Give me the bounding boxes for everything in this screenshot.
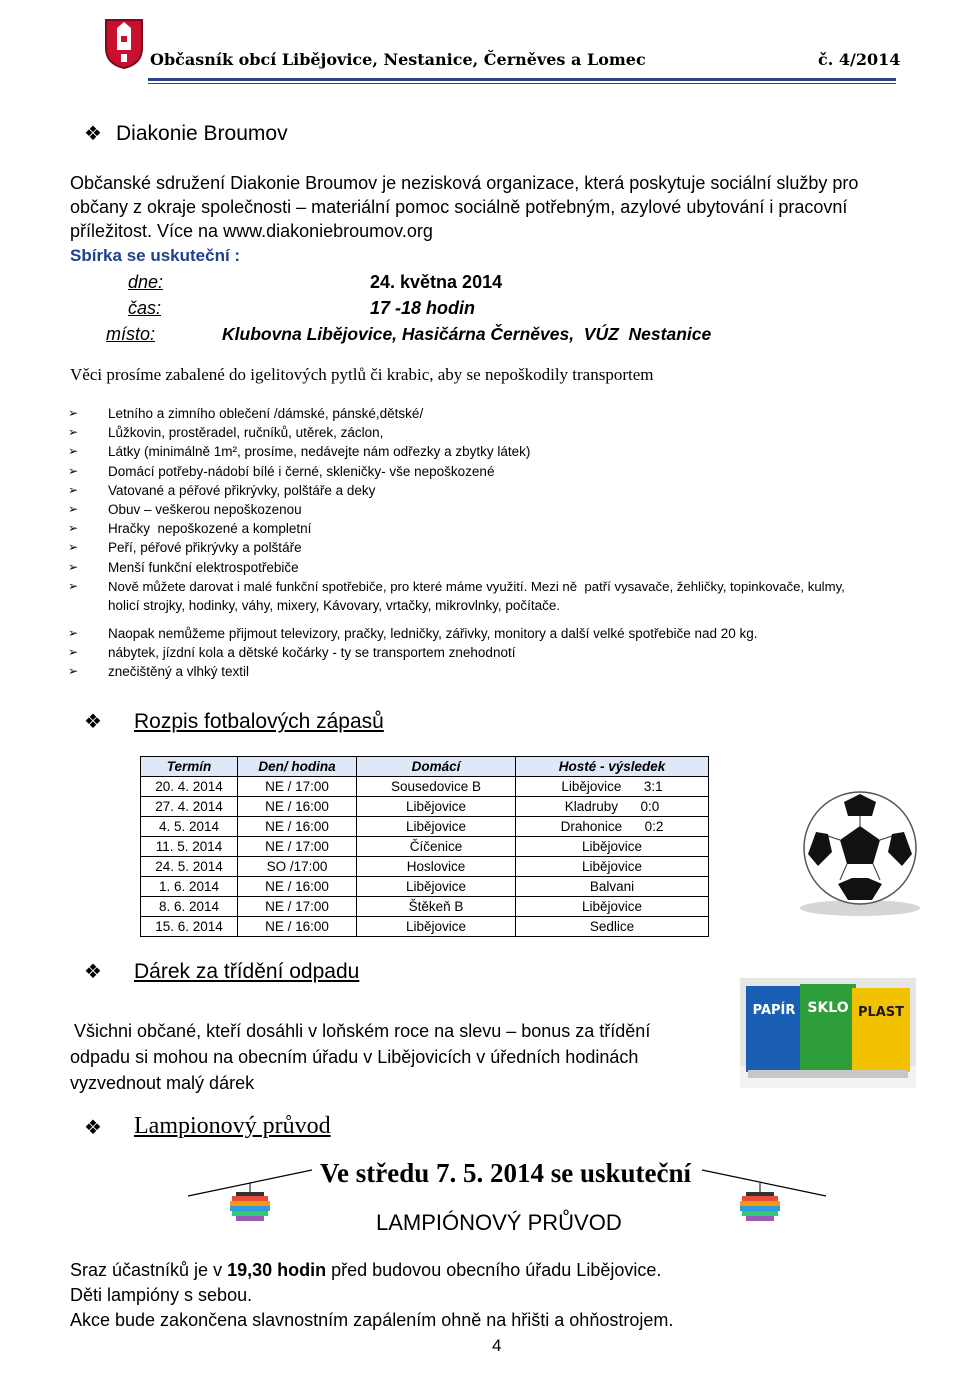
header-rule-thin (148, 83, 896, 84)
issue-number: č. 4/2014 (818, 50, 901, 69)
diamond-bullet-icon: ❖ (84, 123, 102, 145)
column-header: Den/ hodina (238, 757, 357, 777)
recycling-bags-icon (740, 978, 916, 1088)
arrow-bullet-icon: ➢ (68, 559, 79, 574)
arrow-bullet-icon: ➢ (68, 501, 79, 516)
diakonie-website-link[interactable]: www.diakoniebroumov.org (223, 221, 433, 241)
diakonie-paragraph (70, 171, 930, 243)
crest-icon (104, 18, 144, 70)
column-header: Termín (141, 757, 238, 777)
arrow-bullet-icon: ➢ (68, 444, 79, 459)
diamond-bullet-icon: ❖ (84, 961, 102, 983)
list-item: ➢ Nově můžete darovat i malé funkční spotřebiče, pro které máme využití. Mezi ně patří vysavače, žehličky, topinkovače, kulmy, (68, 578, 845, 594)
list-item: ➢ Hračky nepoškozené a kompletní (68, 521, 312, 537)
bag-label-glass: SKLO (807, 1000, 849, 1016)
table-row: 20. 4. 2014 NE / 17:00 Sousedovice B Libějovice 3:1 (141, 777, 709, 797)
arrow-bullet-icon: ➢ (68, 482, 79, 497)
list-item-continuation: holicí strojky, hodinky, váhy, mixery, Kávovary, vrtačky, mikrovlnky, počítače. (108, 597, 561, 613)
date-label: dne: (128, 272, 164, 292)
list-item: ➢ Vatované a péřové přikrývky, polštáře a deky (68, 482, 376, 498)
football-title: Rozpis fotbalových zápasů (134, 710, 384, 733)
list-item: ➢ Obuv – veškerou nepoškozenou (68, 501, 302, 517)
place-label: místo: (106, 324, 156, 344)
list-item: ➢ Domácí potřeby-nádobí bílé i černé, skleničky- vše nepoškozené (68, 463, 495, 479)
table-row: 8. 6. 2014 NE / 17:00 Štěkeň B Libějovice (141, 897, 709, 917)
kids-line: Děti lampióny s sebou. (70, 1285, 253, 1305)
bag-label-paper: PAPÍR (752, 1003, 796, 1018)
diakonie-title: Diakonie Broumov (116, 122, 288, 145)
gift-line-3: vyzvednout malý dárek (70, 1073, 255, 1093)
meet-time: 19,30 hodin (227, 1260, 327, 1280)
bag-label-plastic: PLAST (857, 1005, 905, 1020)
arrow-bullet-icon: ➢ (68, 540, 79, 555)
list-item: ➢ nábytek, jízdní kola a dětské kočárky - ty se transportem znehodnotí (68, 645, 516, 661)
gift-line-2: odpadu si mohou na obecním úřadu v Libějovicích v úředních hodinách (70, 1047, 639, 1067)
packing-note: Věci prosíme zabalené do igelitových pytlů či krabic, aby se nepoškodily transportem (70, 365, 654, 384)
arrow-bullet-icon: ➢ (68, 406, 79, 420)
football-schedule-table (140, 756, 709, 937)
list-item: ➢ Látky (minimálně 1m², prosíme, nedávejte nám odřezky a zbytky látek) (68, 444, 531, 460)
recycling-bags-image (740, 978, 916, 1088)
arrow-bullet-icon: ➢ (68, 626, 79, 641)
lantern-title: Lampionový průvod (134, 1113, 331, 1139)
arrow-bullet-icon: ➢ (68, 463, 79, 478)
meet-line: Sraz účastníků je v 19,30 hodin před budovou obecního úřadu Libějovice. (70, 1260, 662, 1280)
gift-paragraph (70, 1018, 730, 1096)
list-item: ➢ Lůžkovin, prostěradel, ručníků, utěrek, záclon, (68, 425, 384, 441)
table-row: 1. 6. 2014 NE / 16:00 Libějovice Balvani (141, 877, 709, 897)
paragraph-line-1: Občanské sdružení Diakonie Broumov je nezisková organizace, která poskytuje sociální služby pro (70, 173, 859, 193)
date-value: 24. května 2014 (370, 272, 503, 292)
header-rule (148, 78, 896, 81)
arrow-bullet-icon: ➢ (68, 664, 79, 679)
accepted-items-list (68, 404, 898, 682)
list-item: ➢ Menší funkční elektrospotřebiče (68, 559, 299, 575)
table-row: 4. 5. 2014 NE / 16:00 Libějovice Drahonice 0:2 (141, 817, 709, 837)
lantern-icon (186, 1148, 316, 1224)
time-label: čas: (128, 298, 162, 318)
table-row: 15. 6. 2014 NE / 16:00 Libějovice Sedlice (141, 917, 709, 937)
lantern-right-illustration (700, 1148, 830, 1224)
column-header: Hosté - výsledek (516, 757, 709, 777)
gift-line-1: Všichni občané, kteří dosáhli v loňském roce na slevu – bonus za třídění (74, 1021, 651, 1041)
arrow-bullet-icon: ➢ (68, 425, 79, 440)
place-value: Klubovna Libějovice, Hasičárna Černěves, VÚZ Nestanice (222, 324, 712, 344)
arrow-bullet-icon: ➢ (68, 578, 79, 593)
table-row: 11. 5. 2014 NE / 17:00 Číčenice Libějovice (141, 837, 709, 857)
column-header: Domácí (357, 757, 516, 777)
table-row: 27. 4. 2014 NE / 16:00 Libějovice Kladruby 0:0 (141, 797, 709, 817)
list-item: ➢ znečištěný a vlhký textil (68, 664, 250, 680)
diamond-bullet-icon: ❖ (84, 711, 102, 733)
lantern-left-illustration (186, 1148, 316, 1224)
arrow-bullet-icon: ➢ (68, 521, 79, 536)
paragraph-line-3 (70, 219, 930, 243)
page-number: 4 (492, 1336, 502, 1355)
list-item: ➢ Peří, péřové přikrývky a polštáře (68, 540, 302, 556)
football-ball-image (780, 780, 930, 920)
table-row: 24. 5. 2014 SO /17:00 Hoslovice Libějovice (141, 857, 709, 877)
table-header-row (141, 757, 709, 777)
gift-title: Dárek za třídění odpadu (134, 960, 360, 983)
list-item: ➢ Naopak nemůžeme přijmout televizory, pračky, ledničky, zářivky, monitory a další velké spotřebiče nad 20 kg. (68, 626, 758, 642)
lantern-event-name: LAMPIÓNOVÝ PRŮVOD (376, 1210, 622, 1235)
lantern-icon (700, 1148, 830, 1224)
lantern-date-line: Ve středu 7. 5. 2014 se uskuteční (320, 1158, 692, 1188)
lantern-details (70, 1258, 870, 1333)
soccer-ball-icon (780, 780, 930, 920)
diamond-bullet-icon: ❖ (84, 1117, 102, 1139)
paragraph-line-3-text: příležitost. Více na (70, 221, 224, 241)
municipal-crest (104, 18, 144, 70)
list-item: ➢ Letního a zimního oblečení /dámské, pánské,dětské/ (68, 406, 424, 421)
end-line: Akce bude zakončena slavnostním zapálením ohně na hřišti a ohňostrojem. (70, 1310, 674, 1330)
newsletter-title: Občasník obcí Libějovice, Nestanice, Černěves a Lomec (150, 50, 646, 69)
collection-heading: Sbírka se uskuteční : (70, 246, 241, 265)
time-value: 17 -18 hodin (370, 298, 476, 318)
arrow-bullet-icon: ➢ (68, 645, 79, 660)
paragraph-line-2: občany z okraje společnosti – materiální pomoc sociálně potřebným, azylové ubytování i pracovní (70, 197, 848, 217)
